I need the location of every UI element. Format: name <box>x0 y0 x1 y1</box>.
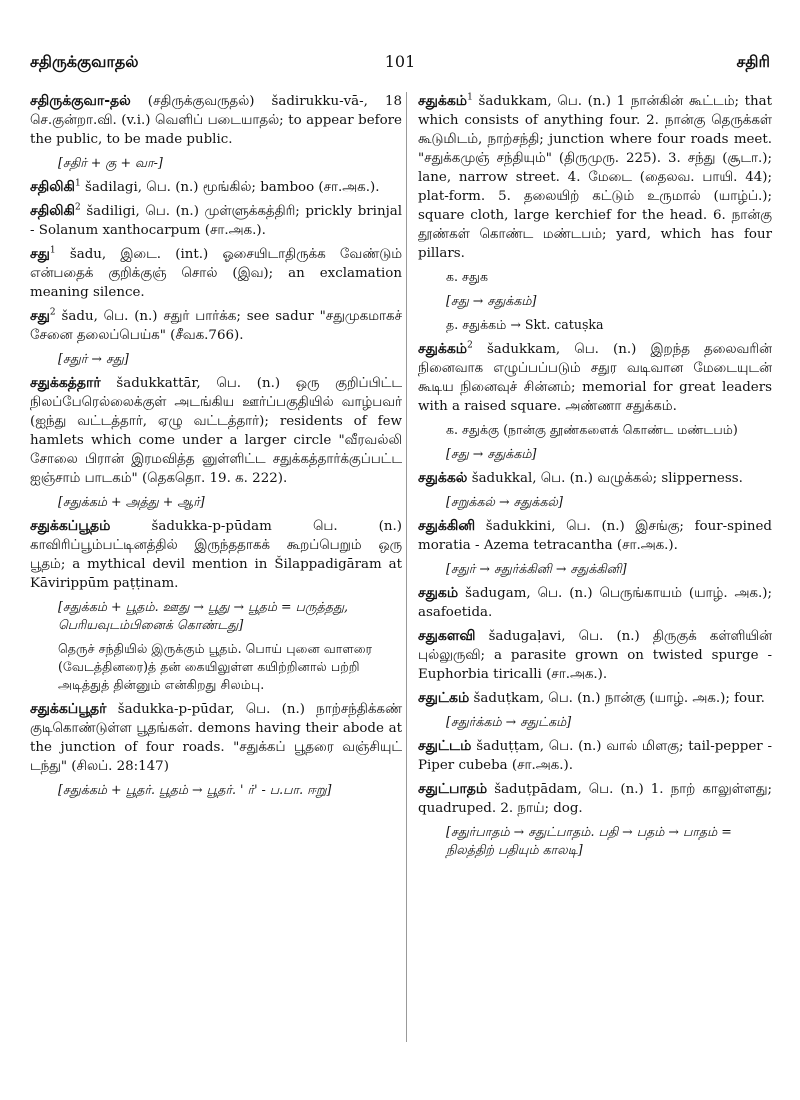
headword: சதுட்பாதம் <box>418 781 488 797</box>
etymology: [சதுர்க்கம் → சதுட்கம்] <box>446 714 572 729</box>
dictionary-entry <box>418 627 772 684</box>
entry-body: šadilagi, பெ. (n.) மூங்கில்; bamboo (சா.அக.). <box>84 180 380 195</box>
headword: சது <box>30 246 50 262</box>
dictionary-entry <box>30 517 402 593</box>
headword: சதுக்கினி <box>418 518 476 534</box>
entry-body: šaduṭkam, பெ. (n.) நான்கு (யாழ். அக.); four. <box>473 691 765 706</box>
dictionary-entry <box>418 469 772 488</box>
headword: சதுக்கம் <box>418 341 468 357</box>
homonym-number: 1 <box>467 92 473 103</box>
running-head-right: சதிரி <box>736 52 770 71</box>
headword: சதுக்கம் <box>418 93 468 109</box>
dictionary-entry <box>418 584 772 622</box>
entry-body: (சதிருக்குவருதல்) šadirukku-vā-, 18 செ.குன்றா.வி. (v.i.) வெளிப் படையாதல்; to appear before the public, to be made public. <box>30 94 402 147</box>
dictionary-entry <box>418 737 772 775</box>
dictionary-entry <box>30 245 402 302</box>
entry-body: šadukka-p-pūdar, பெ. (n.) நாற்சந்திக்கண் குடிகொண்டுள்ள பூதங்கள். demons having their abode at the junction of four roads. "சதுக்கப் பூதரை வஞ்சியுட் டந்து" (சிலப். 28:147) <box>30 702 402 774</box>
entry-body: šadu, இடை. (int.) ஓசையிடாதிருக்க வேண்டும் என்பதைக் குறிக்குஞ் சொல் (இவ); an exclamation meaning silence. <box>30 247 402 300</box>
dictionary-entry <box>418 340 772 416</box>
headword: சது <box>30 308 50 324</box>
entry-body: šadukkam, பெ. (n.) இறந்த தலைவரின் நினைவாக எழுப்பப்படும் சதுர வடிவான மேடையுடன் கூடிய நினைவுச் சின்னம்; memorial for great leaders with a raised square. அண்ணா சதுக்கம். <box>418 342 772 414</box>
etymology: [சதுக்கம் + பூதர். பூதம் → பூதர். ' ர்' - ப.பா. ஈறு] <box>58 782 332 797</box>
headword: சதிலிகி <box>30 203 75 219</box>
headword: சதுகளவி <box>418 628 476 644</box>
entry-body: šadukkal, பெ. (n.) வழுக்கல்; slipperness. <box>471 471 743 486</box>
entry-body: šadukkam, பெ. (n.) 1 நான்கின் கூட்டம்; that which consists of anything four. 2. நான்கு தெருக்கள் கூடுமிடம், நாற்சந்தி; junction where four roads meet. "சதுக்கமுஞ் சந்தியும்" (திருமுரு. 225). 3. சந்து (சூடா.); lane, narrow street. 4. மேடை (தைலவ. பாயி. 44); plat-form. 5. தலையிற் கட்டும் உருமால் (யாழ்ப்.); square cloth, large kerchief for the head. 6. நான்கு தூண்கள் கொண்ட மண்டபம்; yard, which has four pillars. <box>418 94 772 261</box>
entry-body: šadukka-p-pūdam பெ. (n.) காவிரிப்பூம்பட்டினத்தில் இருந்ததாகக் கூறப்பெறும் ஒரு பூதம்; a mythical devil mention in Šilappadigāram at Kāvirippūm paṭṭinam. <box>30 519 402 591</box>
dictionary-entry <box>30 374 402 488</box>
dictionary-entry <box>418 780 772 818</box>
usage-note: த. சதுக்கம் → Skt. catuṣka <box>446 317 604 332</box>
etymology: [சதிர் + கு + வா-] <box>58 155 163 170</box>
column-divider <box>406 92 407 1042</box>
headword: சதுட்கம் <box>418 690 470 706</box>
etymology: [சதுக்கம் + அத்து + ஆர்] <box>58 494 205 509</box>
homonym-number: 1 <box>49 245 56 256</box>
headword: சதுக்கப்பூதர் <box>30 701 107 717</box>
dictionary-entry <box>418 689 772 708</box>
left-column <box>30 92 402 805</box>
headword: சதுகம் <box>418 585 459 601</box>
etymology: [சதுக்கம் + பூதம். ஊது → பூது → பூதம் = பருத்தது, பெரியவுடம்பினைக் கொண்டது] <box>58 599 348 632</box>
etymology: [சது → சதுக்கம்] <box>446 293 537 308</box>
page-number: 101 <box>384 52 416 71</box>
running-head-left: சதிருக்குவாதல் <box>30 52 139 71</box>
etymology: [சதுர் → சதுர்க்கினி → சதுக்கினி] <box>446 561 627 576</box>
entry-body: šadugam, பெ. (n.) பெருங்காயம் (யாழ். அக.); asafoetida. <box>418 586 772 620</box>
dictionary-entry <box>30 178 402 197</box>
etymology: [சறுக்கல் → சதுக்கல்] <box>446 494 563 509</box>
headword: சதுக்கப்பூதம் <box>30 518 111 534</box>
entry-body: šaduṭpādam, பெ. (n.) 1. நாற் காலுள்ளது; quadruped. 2. நாய்; dog. <box>418 782 772 816</box>
entry-body: šadukkini, பெ. (n.) இசங்கு; four-spined moratia - Azema tetracantha (சா.அக.). <box>418 519 773 553</box>
right-column <box>418 92 772 865</box>
etymology: [சது → சதுக்கம்] <box>446 446 537 461</box>
entry-body: šadukkattār, பெ. (n.) ஒரு குறிப்பிட்ட நிலப்பேரெல்லைக்குள் அடங்கிய ஊர்ப்பகுதியில் வாழ்பவர் (ஐந்து வட்டத்தார், ஏழு வட்டத்தார்); residents of few hamlets which come under a larger circle "வீரவல்லி சோலை பிரான் இரமவித்த னுள்ளிட்ட சதுக்கத்தார்க்குப்பட்ட ஐஞ்சாம் பாடகம்" (தெகதொ. 19. க. 222). <box>30 376 402 486</box>
entry-body: šadu, பெ. (n.) சதுர் பார்க்க; see sadur "சதுமுகமாகச் சேனை தலைப்பெய்க" (சீவக.766). <box>30 309 402 343</box>
page-header <box>30 52 770 82</box>
usage-note: தெருச் சந்தியில் இருக்கும் பூதம். பொய் புனை வாளரை (வேடத்தினரை)த் தன் கையிலுள்ள கயிற்றினால் பற்றி அடித்துத் தின்னும் என்கிறது சிலம்பு. <box>58 641 373 692</box>
dictionary-entry <box>30 202 402 240</box>
headword: சதுட்டம் <box>418 738 472 754</box>
dictionary-entry <box>418 92 772 263</box>
usage-note: க. சதுக்கு (நான்கு தூண்களைக் கொண்ட மண்டபம்) <box>446 422 738 437</box>
entry-body: šadugaḷavi, பெ. (n.) திருகுக் கள்ளியின் புல்லுருவி; a parasite grown on twisted spurge - Euphorbia tiricalli (சா.அக.). <box>418 629 772 682</box>
headword: சதுக்கத்தார் <box>30 375 101 391</box>
headword: சதுக்கல் <box>418 470 468 486</box>
homonym-number: 1 <box>74 178 81 189</box>
entry-body: šadiligi, பெ. (n.) முள்ளுக்கத்திரி; prickly brinjal - Solanum xanthocarpum (சா.அக.). <box>30 204 402 238</box>
usage-note: க. சதுக <box>446 269 489 284</box>
etymology: [சதுர் → சது] <box>58 351 129 366</box>
dictionary-entry <box>30 307 402 345</box>
homonym-number: 2 <box>49 307 56 318</box>
etymology: [சதுர்பாதம் → சதுட்பாதம். பதி → பதம் → பாதம் = நிலத்திற் பதியும் காலடி] <box>446 824 732 857</box>
dictionary-entry <box>30 92 402 149</box>
headword: சதிலிகி <box>30 179 75 195</box>
homonym-number: 2 <box>467 340 473 351</box>
headword: சதிருக்குவா-தல் <box>30 93 131 109</box>
entry-body: šaduṭṭam, பெ. (n.) வால் மிளகு; tail-pepper - Piper cubeba (சா.அக.). <box>418 739 772 773</box>
dictionary-entry <box>30 700 402 776</box>
dictionary-entry <box>418 517 772 555</box>
homonym-number: 2 <box>74 202 81 213</box>
